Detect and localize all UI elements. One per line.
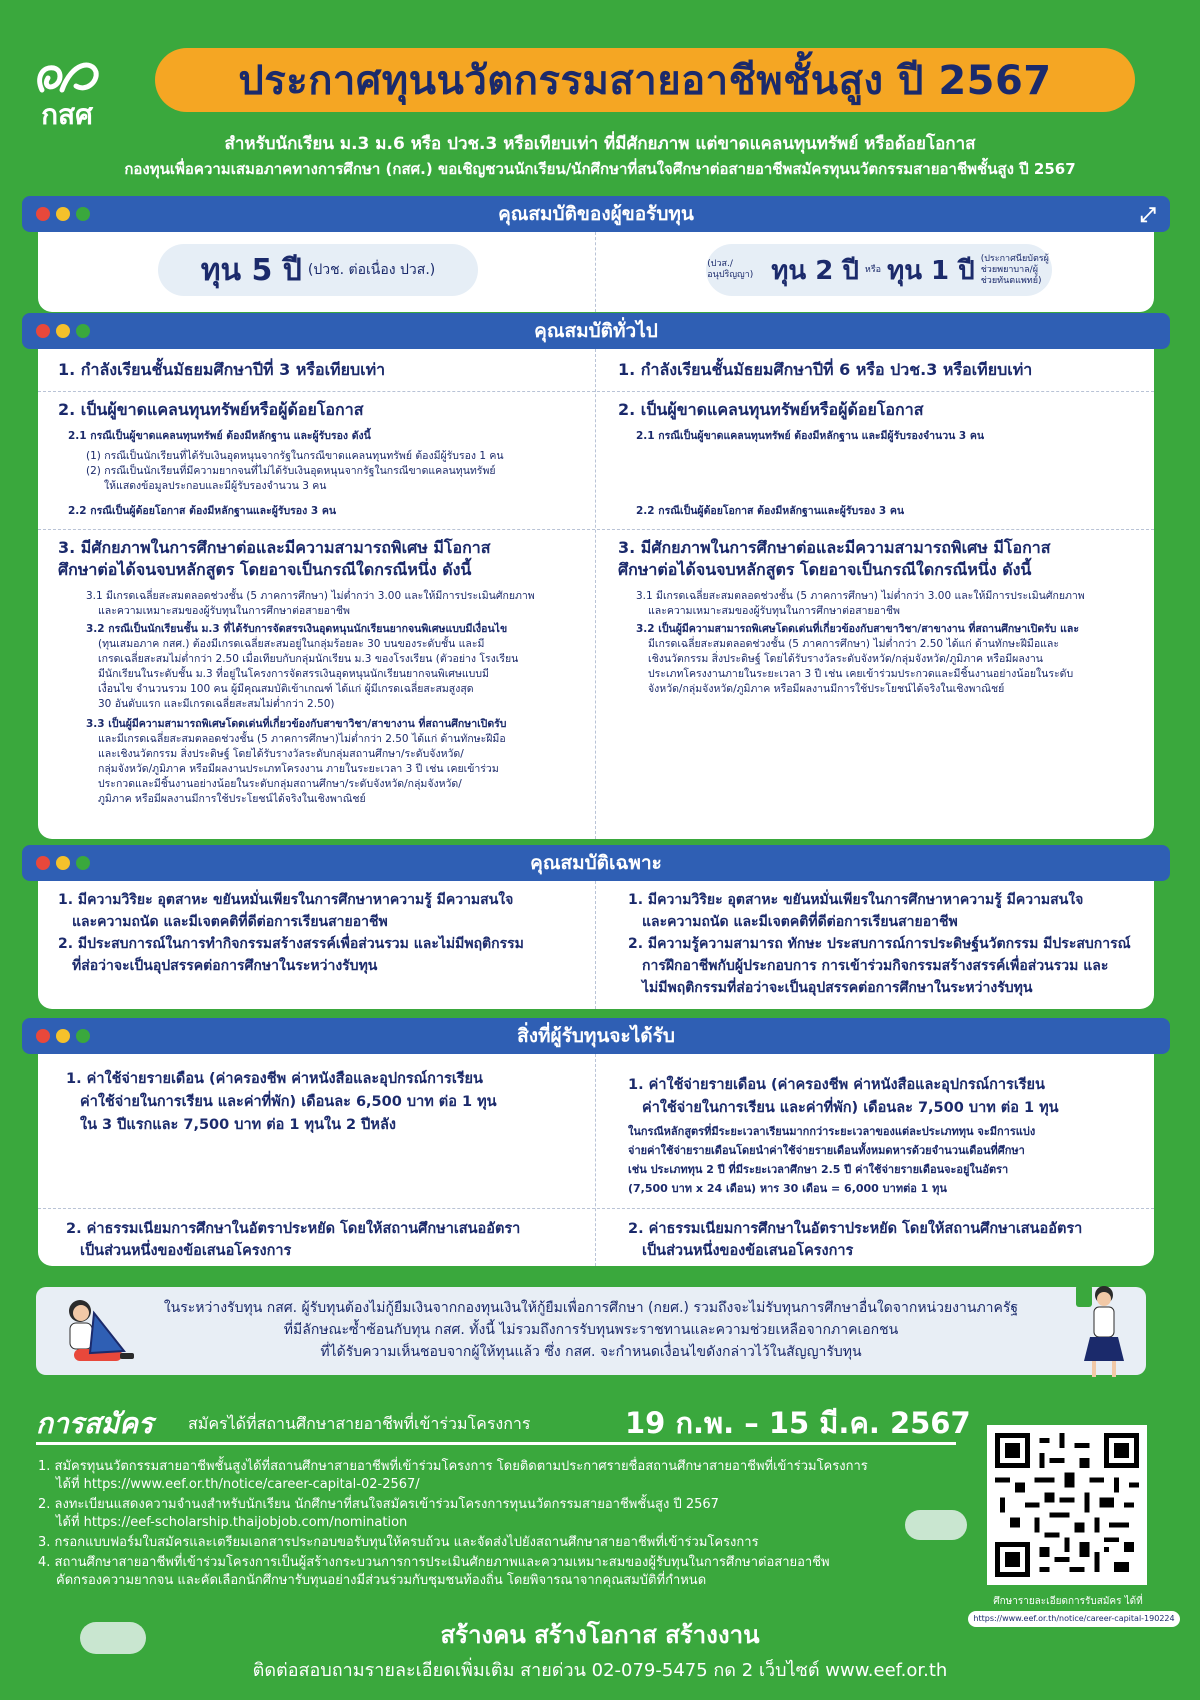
section-bar-specific (22, 845, 1170, 881)
general-left-item-3-2f: 30 อันดับแรก และมีเกรดเฉลี่ยสะสมไม่ต่ำกว่า 2.50) (98, 698, 335, 710)
general-left-item-3-2a: 3.2 กรณีเป็นนักเรียนชั้น ม.3 ที่ได้รับการจัดสรรเงินอุดหนุนนักเรียนยากจนพิเศษแบบมีเงื่อนไข (86, 623, 508, 635)
scholarship-1yr-label: ทุน 1 ปี (887, 255, 975, 286)
scholarship-5yr-pill (158, 244, 478, 296)
window-dots (36, 856, 90, 870)
benefits-right-item-1b: ค่าใช้จ่ายในการเรียน และค่าที่พัก) เดือนละ 7,500 บาท ต่อ 1 ทุน (642, 1100, 1059, 1116)
apply-date: 19 ก.พ. – 15 มี.ค. 2567 (625, 1406, 971, 1440)
title-banner (155, 48, 1135, 112)
general-right-item-3a: 3. มีศักยภาพในการศึกษาต่อและมีความสามารถพิเศษ มีโอกาส (618, 538, 1051, 557)
student-with-chart-illustration (1062, 1277, 1142, 1387)
general-left-item-2-1b: (2) กรณีเป็นนักเรียนที่มีความยากจนที่ไม่ได้รับเงินอุดหนุนจากรัฐในกรณีขาดแคลนทุนทรัพย์ (86, 465, 496, 477)
specific-right-item-2a: 2. มีความรู้ความสามารถ ทักษะ ประสบการณ์การประดิษฐ์นวัตกรรม มีประสบการณ์ (628, 936, 1131, 952)
general-right-item-2-2: 2.2 กรณีเป็นผู้ด้อยโอกาส ต้องมีหลักฐานและผู้รับรอง 3 คน (636, 505, 905, 517)
expand-icon[interactable]: ⤢ (1140, 202, 1156, 226)
specific-right-item-2c: ไม่มีพฤติกรรมที่ส่อว่าจะเป็นอุปสรรคต่อการศึกษาในระหว่างรับทุน (642, 980, 1033, 996)
benefits-left-item-2b: เป็นส่วนหนึ่งของข้อเสนอโครงการ (80, 1243, 292, 1259)
qr-code[interactable] (987, 1425, 1147, 1585)
window-dots (36, 1029, 90, 1043)
benefits-right-note-2: จ่ายค่าใช้จ่ายรายเดือนโดยนำค่าใช้จ่ายรายเดือนทั้งหมดหารด้วยจำนวนเดือนที่ศึกษา (628, 1144, 1025, 1157)
scholarship-2yr-note: (ปวส./อนุปริญญา) (707, 259, 754, 280)
general-left-item-3-3b: และมีเกรดเฉลี่ยสะสมตลอดช่วงชั้น (5 ภาคการศึกษา)ไม่ต่ำกว่า 2.50 ได้แก่ ด้านทักษะฝีมือ (98, 733, 506, 745)
notice-box (36, 1287, 1146, 1375)
general-left-item-3-3c: และเชิงนวัตกรรม สิ่งประดิษฐ์ โดยได้รับรางวัลระดับกลุ่มสถานศึกษา/ระดับจังหวัด/ (98, 748, 464, 760)
benefits-right-note-1: ในกรณีหลักสูตรที่มีระยะเวลาเรียนมากกว่าระยะเวลาของแต่ละประเภททุน จะมีการแบ่ง (628, 1125, 1036, 1138)
benefits-panel (38, 1054, 1154, 1266)
apply-underline (36, 1442, 956, 1445)
general-right-item-3-1b: และความเหมาะสมของผู้รับทุนในการศึกษาต่อสายอาชีพ (648, 605, 900, 617)
general-right-item-1: 1. กำลังเรียนชั้นมัธยมศึกษาปีที่ 6 หรือ ปวช.3 หรือเทียบเท่า (618, 360, 1033, 379)
window-dots (36, 324, 90, 338)
general-right-item-3b: ศึกษาต่อได้จนจบหลักสูตร โดยอาจเป็นกรณีใดกรณีหนึ่ง ดังนี้ (618, 560, 1032, 579)
general-left-item-2-2: 2.2 กรณีเป็นผู้ด้อยโอกาส ต้องมีหลักฐานและผู้รับรอง 3 คน (68, 505, 337, 517)
apply-step-4-cont: คัดกรองความยากจน และคัดเลือกนักศึกษารับทุนอย่างมีส่วนร่วมกับชุมชนท้องถิ่น โดยพิจารณาจากคุณสมบัติที่กำหนด (56, 1573, 707, 1588)
scholarship-5yr-label: ทุน 5 ปี (200, 252, 302, 288)
general-right-item-3-2d: ประเภทโครงงานภายในระยะเวลา 3 ปี เช่น เคยเข้าร่วมประกวดและมีชิ้นงานอย่างน้อยในระดับ (648, 668, 1074, 680)
general-left-item-2: 2. เป็นผู้ขาดแคลนทุนทรัพย์หรือผู้ด้อยโอกาส (58, 400, 364, 419)
logo-text: กสศ (41, 98, 93, 131)
cloud-decoration (905, 1510, 967, 1540)
sprout-logo-icon (32, 52, 102, 100)
section-title: สิ่งที่ผู้รับทุนจะได้รับ (517, 1025, 675, 1047)
general-right-item-2: 2. เป็นผู้ขาดแคลนทุนทรัพย์หรือผู้ด้อยโอกาส (618, 400, 924, 419)
general-right-item-3-2e: จังหวัด/กลุ่มจังหวัด/ภูมิภาค หรือมีผลงานมีการใช้ประโยชน์ได้จริงในเชิงพาณิชย์ (648, 683, 1005, 695)
notice-line-2: ที่มีลักษณะซ้ำซ้อนกับทุน กสศ. ทั้งนี้ ไม่รวมถึงการรับทุนพระราชทานและความช่วยเหลือจากภาคเอกชน (283, 1322, 899, 1338)
general-right-item-3-1a: 3.1 มีเกรดเฉลี่ยสะสมตลอดช่วงชั้น (5 ภาคการศึกษา) ไม่ต่ำกว่า 3.00 และให้มีการประเมินศักยภาพ (636, 590, 1085, 602)
section-title: คุณสมบัติทั่วไป (534, 320, 658, 342)
subtitle-line-1: สำหรับนักเรียน ม.3 ม.6 หรือ ปวช.3 หรือเทียบเท่า ที่มีศักยภาพ แต่ขาดแคลนทุนทรัพย์ หรือด้อยโอกาส (224, 134, 976, 154)
general-left-item-3-3d: กลุ่มจังหวัด/ภูมิภาค หรือมีผลงานประเภทโครงงาน ภายในระยะเวลา 3 ปี เช่น เคยเข้าร่วม (98, 763, 499, 775)
apply-step-2-link[interactable]: ได้ที่ https://eef-scholarship.thaijobjob.com/nomination (56, 1515, 408, 1530)
general-left-item-2-1: 2.1 กรณีเป็นผู้ขาดแคลนทุนทรัพย์ ต้องมีหลักฐาน และผู้รับรอง ดังนี้ (68, 430, 371, 442)
qr-code-icon (995, 1433, 1139, 1577)
general-left-item-1: 1. กำลังเรียนชั้นมัธยมศึกษาปีที่ 3 หรือเทียบเท่า (58, 360, 386, 379)
general-left-item-3-2e: เงื่อนไข จำนวนรวม 100 คน ผู้มีคุณสมบัติเข้าเกณฑ์ ได้แก่ ผู้มีเกรดเฉลี่ยสะสมสูงสุด (98, 683, 474, 695)
general-left-item-3-1b: และความเหมาะสมของผู้รับทุนในการศึกษาต่อสายอาชีพ (98, 605, 350, 617)
general-right-item-3-2b: มีเกรดเฉลี่ยสะสมตลอดช่วงชั้น (5 ภาคการศึกษา) ไม่ต่ำกว่า 2.50 ได้แก่ ด้านทักษะฝีมือและ (648, 638, 1059, 650)
apply-step-1-link[interactable]: ได้ที่ https://www.eef.or.th/notice/career-capital-02-2567/ (56, 1477, 420, 1492)
specific-left-item-2b: ที่ส่อว่าจะเป็นอุปสรรคต่อการศึกษาในระหว่างรับทุน (72, 958, 378, 974)
specific-left-item-2a: 2. มีประสบการณ์ในการทำกิจกรรมสร้างสรรค์เพื่อส่วนรวม และไม่มีพฤติกรรม (58, 936, 524, 952)
benefits-left-item-1b: ค่าใช้จ่ายในการเรียน และค่าที่พัก) เดือนละ 6,500 บาท ต่อ 1 ทุน (80, 1094, 497, 1110)
slogan: สร้างคน สร้างโอกาส สร้างงาน (440, 1621, 760, 1649)
specific-left-item-1a: 1. มีความวิริยะ อุตสาหะ ขยันหมั่นเพียรในการศึกษาหาความรู้ มีความสนใจ (58, 892, 514, 908)
benefits-left-item-2a: 2. ค่าธรรมเนียมการศึกษาในอัตราประหยัด โดยให้สถานศึกษาเสนออัตรา (66, 1221, 521, 1237)
apply-step-1: 1. สมัครทุนนวัตกรรมสายอาชีพชั้นสูงได้ที่สถานศึกษาสายอาชีพที่เข้าร่วมโครงการ โดยติดตามประกาศรายชื่อสถานศึกษาสายอาชีพที่เข้าร่วมโครงการ (38, 1459, 868, 1474)
or-label: หรือ (864, 264, 882, 275)
benefits-left-item-1c: ใน 3 ปีแรกและ 7,500 บาท ต่อ 1 ทุนใน 2 ปีหลัง (80, 1117, 396, 1133)
benefits-right-item-2b: เป็นส่วนหนึ่งของข้อเสนอโครงการ (642, 1243, 854, 1259)
student-with-triangle-illustration (50, 1293, 150, 1385)
benefits-right-item-2a: 2. ค่าธรรมเนียมการศึกษาในอัตราประหยัด โดยให้สถานศึกษาเสนออัตรา (628, 1221, 1083, 1237)
general-left-item-3-3f: ภูมิภาค หรือมีผลงานมีการใช้ประโยชน์ได้จริงในเชิงพาณิชย์ (98, 793, 366, 805)
qr-caption: ศึกษารายละเอียดการรับสมัคร ได้ที่ (993, 1596, 1143, 1607)
benefits-right-item-1a: 1. ค่าใช้จ่ายรายเดือน (ค่าครองชีพ ค่าหนังสือและอุปกรณ์การเรียน (628, 1077, 1045, 1093)
qr-url-link[interactable]: https://www.eef.or.th/notice/career-capital-190224 (968, 1611, 1180, 1627)
eef-logo (32, 52, 102, 132)
benefits-left-item-1a: 1. ค่าใช้จ่ายรายเดือน (ค่าครองชีพ ค่าหนังสือและอุปกรณ์การเรียน (66, 1071, 483, 1087)
scholarship-5yr-note: (ปวช. ต่อเนื่อง ปวส.) (307, 262, 436, 278)
benefits-right-note-3: เช่น ประเภททุน 2 ปี ที่มีระยะเวลาศึกษา 2.5 ปี ค่าใช้จ่ายรายเดือนจะอยู่ในอัตรา (628, 1163, 1009, 1176)
window-dots (36, 207, 90, 221)
general-left-item-3-2c: เกรดเฉลี่ยสะสมไม่ต่ำกว่า 2.50 เมื่อเทียบกับกลุ่มนักเรียน ม.3 ของโรงเรียน (ตัวอย่าง โรงเรียน (98, 653, 519, 665)
section-bar-general (22, 313, 1170, 349)
apply-step-4: 4. สถานศึกษาสายอาชีพที่เข้าร่วมโครงการเป็นผู้สร้างกระบวนการการประเมินศักยภาพและความเหมาะสมของผู้รับทุนในการศึกษาต่อสายอาชีพ (38, 1555, 830, 1570)
contact-info: ติดต่อสอบถามรายละเอียดเพิ่มเติม สายด่วน 02-079-5475 กด 2 เว็บไซต์ www.eef.or.th (252, 1660, 948, 1681)
general-left-item-3-3e: ประกวดและมีชิ้นงานอย่างน้อยในระดับกลุ่มสถานศึกษา/ระดับจังหวัด/กลุ่มจังหวัด/ (98, 778, 462, 790)
general-left-item-3-1a: 3.1 มีเกรดเฉลี่ยสะสมตลอดช่วงชั้น (5 ภาคการศึกษา) ไม่ต่ำกว่า 3.00 และให้มีการประเมินศักยภาพ (86, 590, 535, 602)
section-bar-benefits (22, 1018, 1170, 1054)
section-title: คุณสมบัติของผู้ขอรับทุน (498, 203, 694, 225)
general-right-item-2-1: 2.1 กรณีเป็นผู้ขาดแคลนทุนทรัพย์ ต้องมีหลักฐาน และมีผู้รับรองจำนวน 3 คน (636, 430, 985, 442)
section-title: คุณสมบัติเฉพาะ (530, 852, 662, 874)
notice-line-1: ในระหว่างรับทุน กสศ. ผู้รับทุนต้องไม่กู้ยืมเงินจากกองทุนเงินให้กู้ยืมเพื่อการศึกษา (กยศ.) รวมถึงจะไม่รับทุนการศึกษาอื่นใดจากหน่วยงานภาครัฐ (163, 1300, 1019, 1316)
apply-step-3: 3. กรอกแบบฟอร์มใบสมัครและเตรียมเอกสารประกอบขอรับทุนให้ครบถ้วน และจัดส่งไปยังสถานศึกษาสายอาชีพที่เข้าร่วมโครงการ (38, 1535, 759, 1550)
subtitle-line-2: กองทุนเพื่อความเสมอภาคทางการศึกษา (กสศ.) ขอเชิญชวนนักเรียน/นักศึกษาที่สนใจศึกษาต่อสายอาชีพสมัครทุนนวัตกรรมสายอาชีพชั้นสูง ปี 2567 (124, 160, 1076, 178)
scholarship-types-panel (38, 232, 1154, 312)
general-right-item-3-2c: เชิงนวัตกรรม สิ่งประดิษฐ์ โดยได้รับรางวัลระดับจังหวัด/กลุ่มจังหวัด/ภูมิภาค หรือมีผลงาน (648, 653, 1043, 665)
general-left-item-3a: 3. มีศักยภาพในการศึกษาต่อและมีความสามารถพิเศษ มีโอกาส (58, 538, 491, 557)
specific-right-item-1a: 1. มีความวิริยะ อุตสาหะ ขยันหมั่นเพียรในการศึกษาหาความรู้ มีความสนใจ (628, 892, 1084, 908)
benefits-right-note-4: (7,500 บาท x 24 เดือน) หาร 30 เดือน = 6,000 บาทต่อ 1 ทุน (628, 1182, 947, 1195)
general-left-item-2-1a: (1) กรณีเป็นนักเรียนที่ได้รับเงินอุดหนุนจากรัฐในกรณีขาดแคลนทุนทรัพย์ ต้องมีผู้รับรอง 1 คน (86, 450, 504, 462)
specific-left-item-1b: และความถนัด และมีเจตคติที่ดีต่อการเรียนสายอาชีพ (72, 914, 388, 930)
general-left-item-3-2b: (ทุนเสมอภาค กสศ.) ต้องมีเกรดเฉลี่ยสะสมอยู่ในกลุ่มร้อยละ 30 บนของระดับชั้น และมี (98, 638, 485, 650)
specific-qualifications-panel (38, 881, 1154, 1009)
general-left-item-3-3a: 3.3 เป็นผู้มีความสามารถพิเศษโดดเด่นที่เกี่ยวข้องกับสาขาวิชา/สาขางาน ที่สถานศึกษาเปิดรับ (86, 718, 507, 730)
apply-step-2: 2. ลงทะเบียนแสดงความจำนงสำหรับนักเรียน นักศึกษาที่สนใจสมัครเข้าร่วมโครงการทุนนวัตกรรมสายอาชีพชั้นสูง ปี 2567 (38, 1497, 719, 1512)
notice-text (136, 1297, 1046, 1363)
scholarship-2yr-1yr-pill (706, 244, 1052, 296)
section-bar-qualifications (22, 196, 1170, 232)
scholarship-2yr-label: ทุน 2 ปี (771, 255, 859, 286)
specific-right-item-1b: และความถนัด และมีเจตคติที่ดีต่อการเรียนสายอาชีพ (642, 914, 958, 930)
apply-title: การสมัคร (36, 1407, 154, 1440)
general-qualifications-panel (38, 349, 1154, 839)
general-left-item-2-1b-cont: ให้แสดงข้อมูลประกอบและมีผู้รับรองจำนวน 3 คน (104, 480, 327, 492)
scholarship-1yr-note: (ประกาศนียบัตรผู้ช่วยพยาบาล/ผู้ช่วยทันตแพทย์) (980, 253, 1049, 286)
notice-line-3: ที่ได้รับความเห็นชอบจากผู้ให้ทุนแล้ว ซึ่ง กสศ. จะกำหนดเงื่อนไขดังกล่าวไว้ในสัญญารับทุน (320, 1344, 862, 1360)
general-right-item-3-2a: 3.2 เป็นผู้มีความสามารถพิเศษโดดเด่นที่เกี่ยวข้องกับสาขาวิชา/สาขางาน ที่สถานศึกษาเปิดรับ และ (636, 623, 1079, 635)
specific-right-item-2b: การฝึกอาชีพกับผู้ประกอบการ การเข้าร่วมกิจกรรมสร้างสรรค์เพื่อส่วนรวม และ (642, 958, 1109, 974)
apply-subtitle: สมัครได้ที่สถานศึกษาสายอาชีพที่เข้าร่วมโครงการ (188, 1414, 531, 1433)
general-left-item-3-2d: มีนักเรียนในระดับชั้น ม.3 ที่อยู่ในโครงการจัดสรรเงินอุดหนุนนักเรียนยากจนพิเศษแบบมี (98, 668, 489, 680)
page-title: ประกาศทุนนวัตกรรมสายอาชีพชั้นสูง ปี 2567 (238, 58, 1052, 104)
general-left-item-3b: ศึกษาต่อได้จนจบหลักสูตร โดยอาจเป็นกรณีใดกรณีหนึ่ง ดังนี้ (58, 560, 472, 579)
